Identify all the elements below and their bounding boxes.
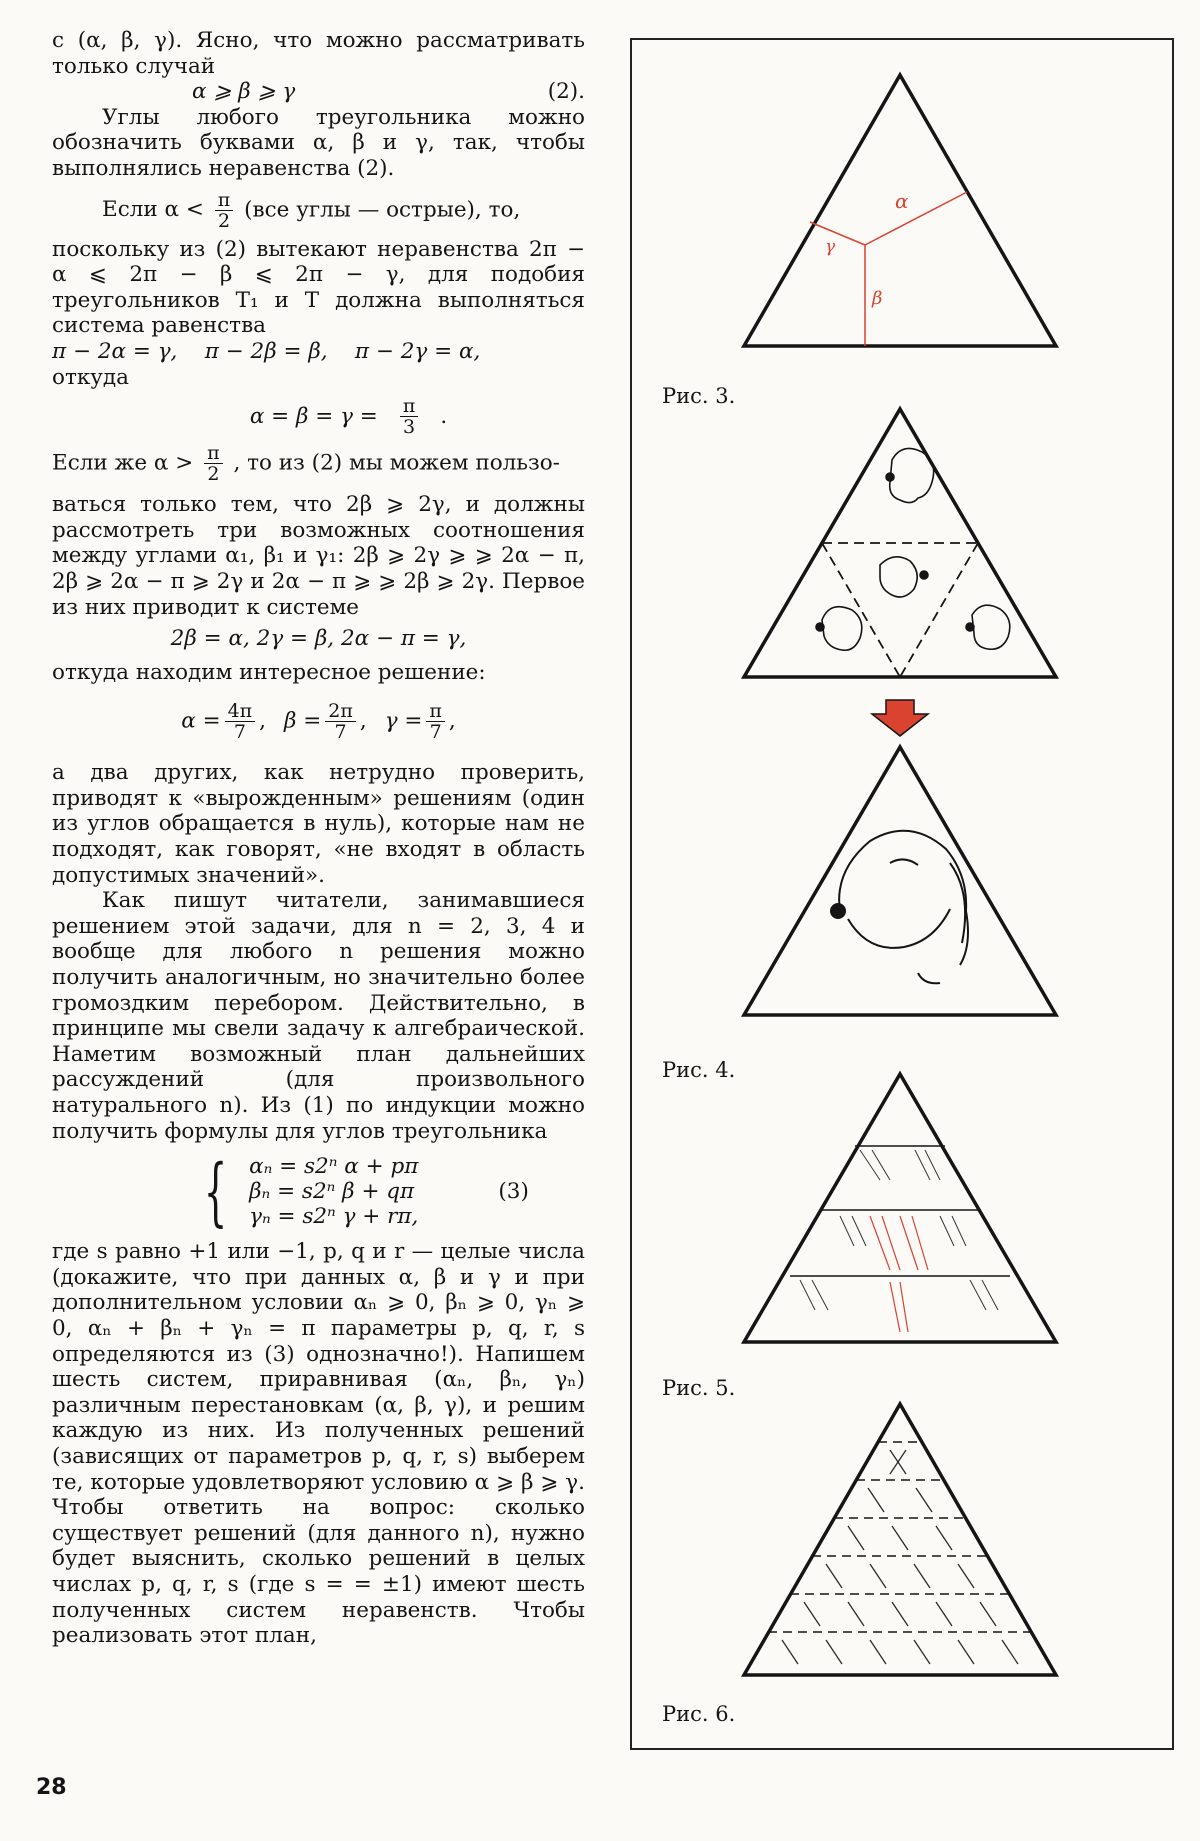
equation-solution: α = $\frac{4\pi}{7}$ , β = $\frac{2\pi}{7}$ , γ = $\frac{\pi}{7}$ ,: [181, 700, 456, 744]
fig3-bisectors: [810, 192, 967, 346]
equation-system-3: { αₙ = s2ⁿ α + pπ βₙ = s2ⁿ β + qπ γₙ = s2ⁿ γ + rπ, (3): [203, 1148, 529, 1235]
fig5-caption: Рис. 5.: [662, 1376, 736, 1400]
equation-2-number: (2).: [547, 79, 585, 105]
paragraph-6: откуда находим интересное решение:: [52, 659, 486, 685]
paragraph-3: поскольку из (2) вытекают неравенства 2π − α ⩽ 2π − β ⩽ 2π − γ, для подобия треугольников T₁ и T должна выполняться система равенства: [52, 236, 585, 339]
arrow-down-icon: [868, 698, 932, 738]
paragraph-5: ваться только тем, что 2β ⩾ 2γ, и должны рассмотреть три возможных соотношения между углами α₁, β₁ и γ₁: 2β ⩾ 2γ ⩾ ⩾ 2α − π, 2β ⩾ 2α − π ⩾ 2γ и 2α − π ⩾ ⩾ 2β ⩾ 2γ. Первое из них приводит к системе: [52, 492, 585, 620]
fig4-caption: Рис. 4.: [662, 1058, 736, 1082]
system-equalities: π − 2α = γ, π − 2β = β, π − 2γ = α,: [52, 338, 481, 364]
equation-2-body: α ⩾ β ⩾ γ: [192, 79, 296, 105]
paragraph-1: с (α, β, γ). Ясно, что можно рассматривать только случай: [52, 28, 585, 79]
paragraph-9: где s равно +1 или −1, p, q и r — целые числа (докажите, что при данных α, β и γ и при дополнительном условии αₙ ⩾ 0, βₙ ⩾ 0, γₙ ⩾ 0, αₙ + βₙ + γₙ = π параметры p, q, r, s определяются из (3) однозначно!). Напишем шесть систем, приравнивая (αₙ, βₙ, γₙ) различным перестановкам (α, β, γ), и решим каждую из них. Из полученных решений (зависящих от параметров p, q, r, s) выберем те, которые удовлетворяют условию α ⩾ β ⩾ γ. Чтобы ответить на вопрос: сколько существует решений (для данного n), нужно будет выяснить, сколько решений в целых числах p, q, r, s (где s = = ±1) имеют шесть полученных систем неравенств. Чтобы реализовать этот план,: [52, 1239, 585, 1649]
paragraph-7: а два других, как нетрудно проверить, приводят к «вырожденным» решениям (один из углов обращается в нуль), которые нам не подходят, как говорят, «не входят в область допустимых значений».: [52, 760, 585, 888]
fig3-label-alpha: α: [895, 189, 909, 213]
figure-4-assembled: [740, 743, 1060, 1018]
paragraph-2: Углы любого треугольника можно обозначить буквами α, β и γ, так, чтобы выполнялись неравенства (2).: [52, 104, 585, 181]
equation-equal-angles: α = β = γ = $\frac{\pi}{3}$ .: [249, 395, 448, 439]
brace: {: [203, 1148, 228, 1235]
fraction-pi-2: $\frac{\pi}{2}$: [215, 190, 234, 231]
dog-icon: [839, 831, 968, 984]
text-column: [52, 28, 585, 1649]
equation-2: [52, 79, 585, 105]
fig3-label-gamma: γ: [825, 237, 836, 257]
condition-acute: Если α < $\frac{\pi}{2}$ (все углы — острые), то,: [102, 188, 521, 232]
figure-5: [740, 1070, 1060, 1345]
equation-system-4: 2β = α, 2γ = β, 2α − π = γ,: [170, 626, 467, 652]
condition-obtuse: Если же α > $\frac{\pi}{2}$ , то из (2) мы можем пользо-: [52, 442, 560, 486]
paragraph-8: Как пишут читатели, занимавшиеся решением этой задачи, для n = 2, 3, 4 и вообще для любого n решения можно получить аналогичным, но значительно более громоздким перебором. Действительно, в принципе мы свели задачу к алгебраической. Наметим возможный план дальнейших рассуждений (для произвольного натурального n). Из (1) по индукции можно получить формулы для углов треугольника: [52, 888, 585, 1144]
figure-4-dissected: [740, 405, 1060, 680]
fig6-caption: Рис. 6.: [662, 1702, 736, 1726]
page-number: 28: [36, 1775, 67, 1800]
figure-6: [740, 1400, 1060, 1678]
fig3-caption: Рис. 3.: [662, 384, 736, 408]
figure-3: [740, 70, 1060, 350]
paragraph-4: откуда: [52, 364, 129, 390]
fig3-label-beta: β: [872, 288, 883, 309]
